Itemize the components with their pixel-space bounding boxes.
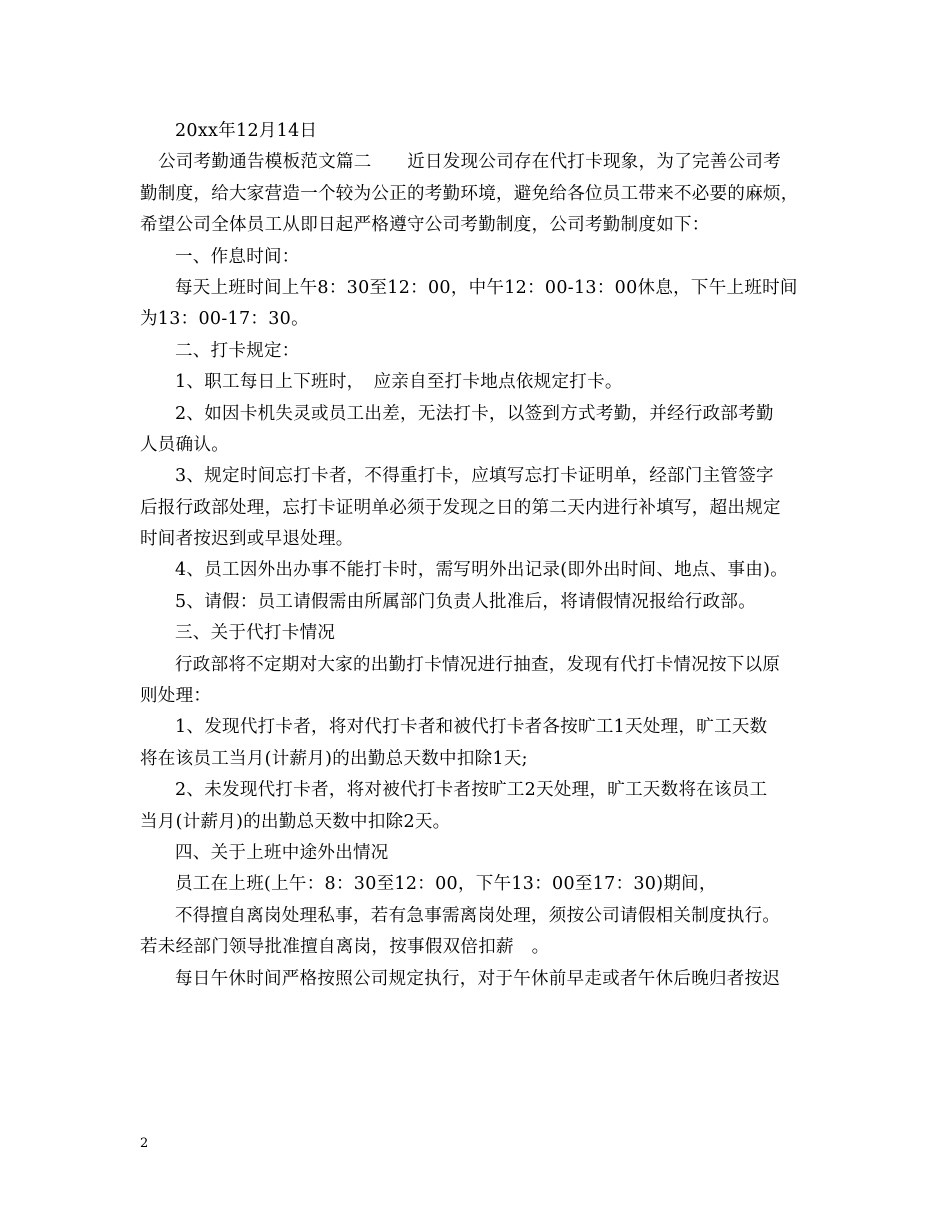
text-line: 1、发现代打卡者，将对代打卡者和被代打卡者各按旷工1天处理，旷工天数 <box>175 717 768 738</box>
page-number: 2 <box>140 1136 149 1151</box>
text-line: 当月(计薪月)的出勤总天数中扣除2天。 <box>140 811 451 832</box>
text-line: 3、规定时间忘打卡者，不得重打卡，应填写忘打卡证明单，经部门主管签字 <box>175 466 774 487</box>
text-line: 希望公司全体员工从即日起严格遵守公司考勤制度，公司考勤制度如下： <box>140 215 710 236</box>
text-line: 勤制度，给大家营造一个较为公正的考勤环境，避免给各位员工带来不必要的麻烦， <box>140 183 799 204</box>
text-line: 2、如因卡机失灵或员工出差，无法打卡，以签到方式考勤，并经行政部考勤 <box>175 403 774 424</box>
text-line: 每天上班时间上午8：30至12：00，中午12：00-13：00休息，下午上班时间 <box>175 277 798 298</box>
text-line: 4、员工因外出办事不能打卡时，需写明外出记录(即外出时间、地点、事由)。 <box>175 560 789 581</box>
text-line: 行政部将不定期对大家的出勤打卡情况进行抽查，发现有代打卡情况按下以原 <box>175 654 781 675</box>
text-line: 一、作息时间： <box>175 246 300 267</box>
text-line: 员工在上班(上午：8：30至12：00，下午13：00至17：30)期间， <box>175 874 717 895</box>
text-line: 若未经部门领导批准擅自离岗，按事假双倍扣薪 。 <box>140 937 550 958</box>
document-body <box>140 116 812 995</box>
text-line: 20xx年12月14日 <box>175 121 318 141</box>
text-line: 人员确认。 <box>140 434 229 455</box>
text-line: 三、关于代打卡情况 <box>175 623 336 644</box>
text-line: 每日午休时间严格按照公司规定执行，对于午休前早走或者午休后晚归者按迟 <box>175 968 781 989</box>
text-line: 为13：00-17：30。 <box>140 309 309 330</box>
text-line: 则处理： <box>140 686 212 707</box>
text-line: 1、职工每日上下班时， 应亲自至打卡地点依规定打卡。 <box>175 372 623 393</box>
text-line: 后报行政部处理，忘打卡证明单必须于发现之日的第二天内进行补填写，超出规定 <box>140 497 781 518</box>
text-line: 四、关于上班中途外出情况 <box>175 842 389 863</box>
text-line: 二、打卡规定： <box>175 340 300 361</box>
text-line: 2、未发现代打卡者，将对被代打卡者按旷工2天处理，旷工天数将在该员工 <box>175 780 768 801</box>
text-line: 不得擅自离岗处理私事，若有急事需离岗处理，须按公司请假相关制度执行。 <box>175 905 781 926</box>
text-line: 将在该员工当月(计薪月)的出勤总天数中扣除1天; <box>140 748 528 769</box>
text-line: 5、请假：员工请假需由所属部门负责人批准后，将请假情况报给行政部。 <box>175 591 757 612</box>
text-line: 公司考勤通告模板范文篇二 近日发现公司存在代打卡现象，为了完善公司考 <box>158 152 781 173</box>
text-line: 时间者按迟到或早退处理。 <box>140 529 354 550</box>
